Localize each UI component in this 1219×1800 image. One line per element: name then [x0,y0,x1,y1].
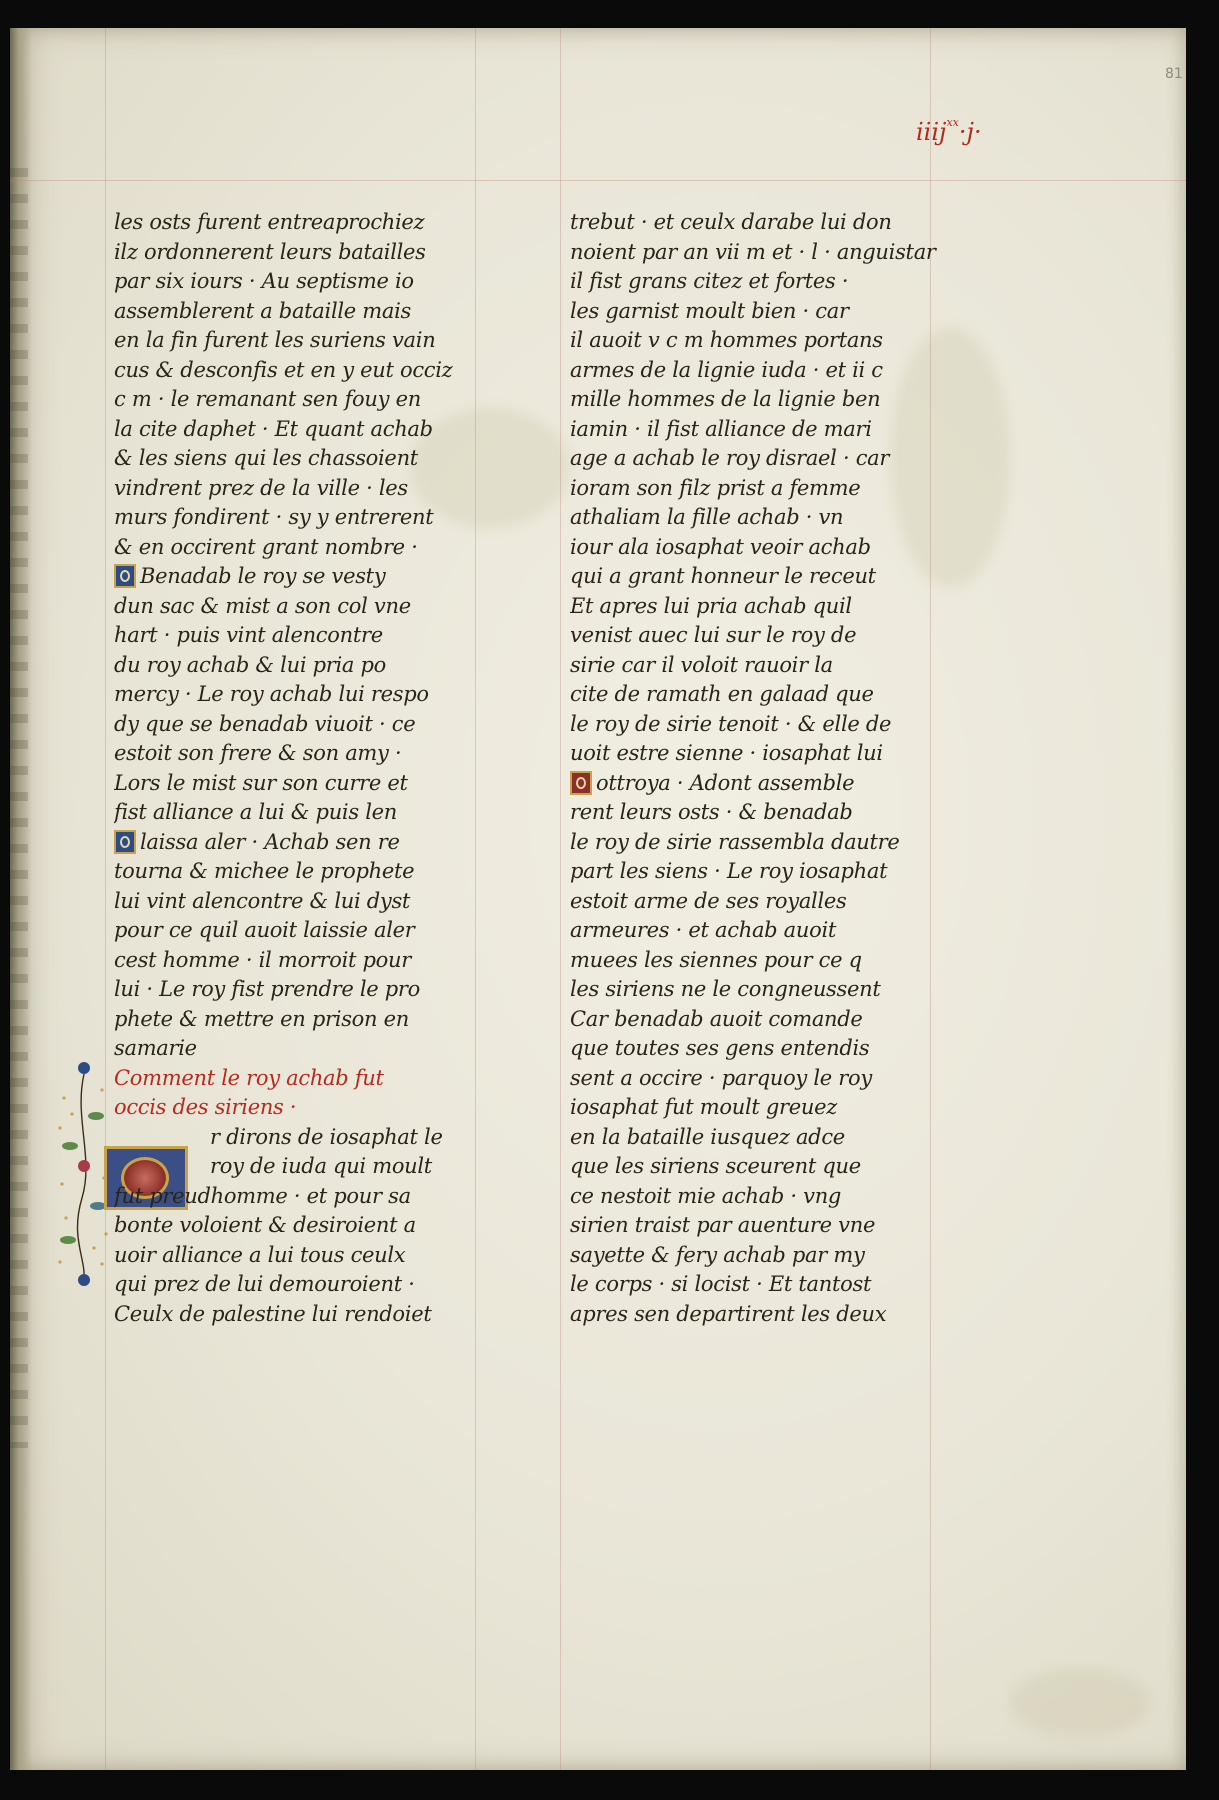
text-line [114,385,484,415]
line-text: venist auec lui sur le roy de [570,623,857,647]
line-text: en la fin furent les suriens vain [114,328,436,352]
text-line [114,444,484,474]
text-line [114,326,484,356]
line-text: qui prez de lui demouroient · [114,1272,415,1296]
text-line [114,238,484,268]
text-line [114,1270,484,1300]
text-line [570,739,940,769]
line-text: cest homme · il morroit pour [114,947,411,972]
text-line [114,887,484,917]
line-text: Et apres lui pria achab quil [570,593,852,618]
text-line [570,1093,940,1123]
line-text: & les siens qui les chassoient [114,446,418,470]
text-line [114,946,484,976]
folio-pencil-number: 81 [1165,66,1183,82]
line-text: armeures · et achab auoit [570,918,837,942]
text-line [570,267,940,297]
line-text: muees les siennes pour ce q [570,947,862,972]
line-text: vindrent prez de la ville · les [114,475,408,500]
line-text: par six iours · Au septisme io [114,269,414,293]
line-text: estoit son frere & son amy · [114,741,402,765]
line-text: iosaphat fut moult greuez [570,1095,838,1119]
text-line [570,385,940,415]
text-line [570,326,940,356]
decorated-initial [114,830,136,854]
text-line [114,474,484,504]
line-text: sayette & fery achab par my [570,1242,865,1267]
line-text: athaliam la fille achab · vn [570,505,844,529]
line-text: hart · puis vint alencontre [114,623,383,647]
text-line [570,887,940,917]
text-line [570,621,940,651]
text-line [570,975,940,1005]
decorated-initial [114,564,136,588]
text-line [570,1064,940,1094]
text-line [114,769,484,799]
text-line [114,1241,484,1271]
text-line [114,1182,484,1212]
line-text: qui a grant honneur le receut [570,564,876,588]
text-line [570,444,940,474]
text-line [570,828,940,858]
text-line [570,415,940,445]
text-line [570,680,940,710]
line-text: apres sen departirent les deux [570,1301,887,1326]
line-text: mercy · Le roy achab lui respo [114,682,429,706]
manuscript-page [10,28,1186,1770]
line-text: ottroya · Adont assemble [596,770,855,795]
line-text: en la bataille iusquez adce [570,1124,845,1149]
text-line [570,1034,940,1064]
text-line [114,651,484,681]
text-line [570,1182,940,1212]
line-text: assemblerent a bataille mais [114,298,412,323]
line-text: mille hommes de la lignie ben [570,387,881,411]
text-line [570,592,940,622]
line-text: fut preudhomme · et pour sa [114,1183,411,1208]
text-line [570,562,940,592]
line-text: & en occirent grant nombre · [114,534,418,559]
line-text: Comment le roy achab fut [114,1065,384,1090]
text-line [570,769,940,799]
line-text: le roy de sirie tenoit · & elle de [570,711,892,736]
line-text: cite de ramath en galaad que [570,682,874,706]
line-text: il fist grans citez et fortes · [570,269,849,293]
decorated-initial [570,771,592,795]
line-text: ilz ordonnerent leurs batailles [114,239,426,264]
text-line [114,562,484,592]
facing-page-edge [10,168,28,1448]
rubric-heading-line [114,1064,484,1094]
text-line [114,975,484,1005]
text-line [114,1034,484,1064]
line-text: roy de iuda qui moult [210,1154,432,1178]
ruling-line [10,180,1186,181]
line-text: tourna & michee le prophete [114,859,415,883]
text-line [114,267,484,297]
text-line [570,1270,940,1300]
text-line [114,533,484,563]
line-text: rent leurs osts · & benadab [570,800,853,824]
text-line [114,1005,484,1035]
line-text: que toutes ses gens entendis [570,1036,870,1060]
folio-red-numeral-main: iiij [916,118,947,146]
text-line [570,798,940,828]
text-column-right [570,208,940,1329]
text-line [114,503,484,533]
text-line [570,651,940,681]
text-line [570,356,940,386]
rubric-heading-line [114,1093,484,1123]
line-text: que les siriens sceurent que [570,1154,861,1178]
line-text: sent a occire · parquoy le roy [570,1065,872,1090]
text-line [570,916,940,946]
line-text: bonte voloient & desiroient a [114,1213,416,1237]
text-line [114,828,484,858]
line-text: ce nestoit mie achab · vng [570,1183,842,1208]
line-text: samarie [114,1036,197,1060]
text-line [570,238,940,268]
ruling-line [560,28,561,1770]
line-text: sirien traist par auenture vne [570,1213,876,1237]
text-line [570,297,940,327]
line-text: dun sac & mist a son col vne [114,593,411,618]
line-text: phete & mettre en prison en [114,1006,409,1031]
folio-red-numeral [916,116,982,146]
line-text: trebut · et ceulx darabe lui don [570,210,892,234]
text-line [570,503,940,533]
line-text: part les siens · Le roy iosaphat [570,859,888,883]
line-text: ioram son filz prist a femme [570,475,861,500]
line-text: cus & desconfis et en y eut occiz [114,357,453,382]
line-text: c m · le remanant sen fouy en [114,387,421,411]
line-text: lui · Le roy fist prendre le pro [114,977,420,1001]
text-line [570,1300,940,1330]
text-column-left [114,208,484,1329]
text-line [114,415,484,445]
line-text: pour ce quil auoit laissie aler [114,918,415,942]
text-line [114,592,484,622]
line-text: laissa aler · Achab sen re [140,829,400,854]
text-line [114,739,484,769]
line-text: r dirons de iosaphat le [210,1124,443,1149]
line-text: les siriens ne le congneussent [570,977,881,1001]
text-line [570,710,940,740]
text-line [570,1152,940,1182]
text-line [114,680,484,710]
line-text: estoit arme de ses royalles [570,888,847,913]
text-line [570,1123,940,1153]
text-line [114,621,484,651]
text-line [114,356,484,386]
text-line [114,208,484,238]
folio-red-numeral-suffix: ·j· [958,118,982,146]
line-text: occis des siriens · [114,1095,297,1119]
folio-red-numeral-sup: xx [946,116,959,129]
text-line [570,946,940,976]
parchment-stain [1010,1668,1150,1738]
text-line [570,474,940,504]
line-text: la cite daphet · Et quant achab [114,416,433,441]
line-text: Benadab le roy se vesty [140,564,386,588]
text-line [570,857,940,887]
ruling-line [105,28,106,1770]
line-text: age a achab le roy disrael · car [570,446,890,470]
text-line [114,297,484,327]
line-text: Car benadab auoit comande [570,1006,863,1031]
line-text: Lors le mist sur son curre et [114,770,408,795]
line-text: les garnist moult bien · car [570,298,849,323]
line-text: il auoit v c m hommes portans [570,328,883,352]
text-line [114,798,484,828]
line-text: les osts furent entreaprochiez [114,210,425,234]
text-line [114,1123,484,1153]
text-line [570,1005,940,1035]
line-text: dy que se benadab viuoit · ce [114,711,416,736]
text-line [570,1211,940,1241]
text-line [114,710,484,740]
line-text: uoir alliance a lui tous ceulx [114,1242,406,1267]
text-line [114,1211,484,1241]
line-text: fist alliance a lui & puis len [114,800,397,824]
text-line [570,1241,940,1271]
line-text: le corps · si locist · Et tantost [570,1272,872,1296]
text-line [114,916,484,946]
text-line [114,857,484,887]
line-text: noient par an vii m et · l · anguistar [570,239,936,264]
line-text: le roy de sirie rassembla dautre [570,829,900,854]
line-text: Ceulx de palestine lui rendoiet [114,1301,432,1326]
line-text: iamin · il fist alliance de mari [570,416,872,441]
line-text: uoit estre sienne · iosaphat lui [570,741,883,765]
text-line [570,533,940,563]
line-text: lui vint alencontre & lui dyst [114,888,411,913]
line-text: sirie car il voloit rauoir la [570,652,833,677]
text-line [570,208,940,238]
line-text: murs fondirent · sy y entrerent [114,505,434,529]
line-text: du roy achab & lui pria po [114,652,386,677]
text-line [114,1152,484,1182]
text-line [114,1300,484,1330]
line-text: armes de la lignie iuda · et ii c [570,357,883,382]
line-text: iour ala iosaphat veoir achab [570,534,871,559]
